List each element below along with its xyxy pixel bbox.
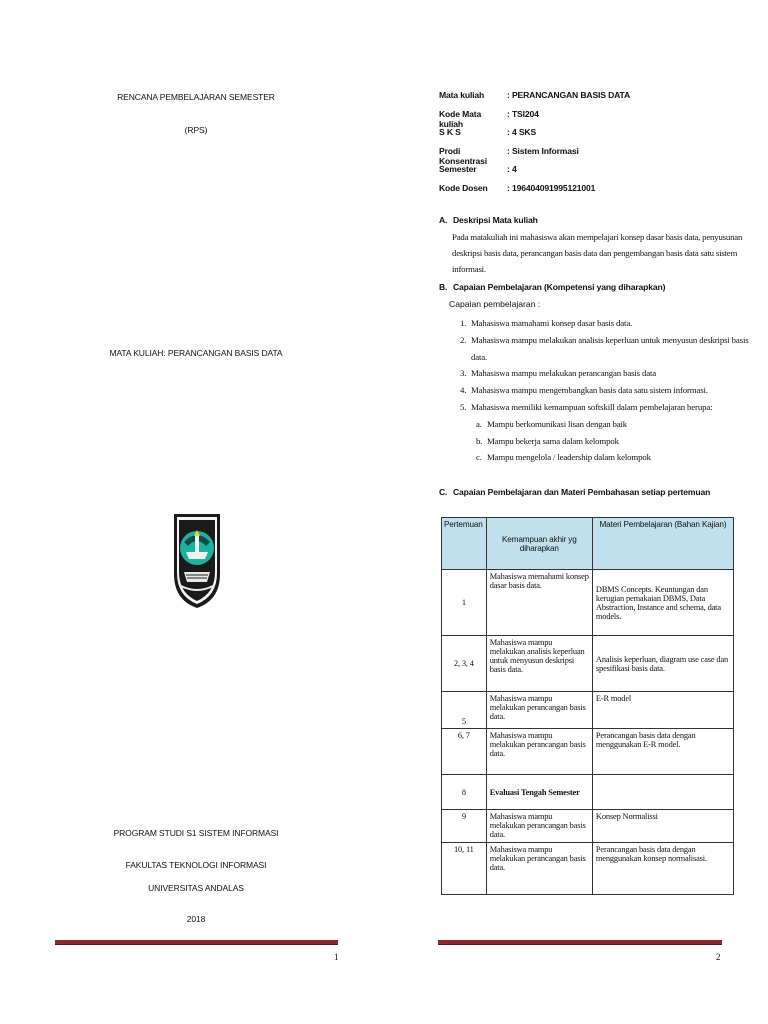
section-title: Capaian Pembelajaran (Kompetensi yang diharapkan) xyxy=(453,282,666,292)
column-header: Materi Pembelajaran (Bahan Kajian) xyxy=(592,518,733,570)
meeting-cell: 10, 11 xyxy=(442,843,487,895)
meta-key: Mata kuliah xyxy=(439,90,485,100)
list-item xyxy=(460,332,750,366)
section-letter: A. xyxy=(439,215,448,225)
list-item xyxy=(460,382,750,399)
course-metadata xyxy=(439,90,630,201)
list-item xyxy=(460,365,750,382)
footer-divider xyxy=(438,940,722,945)
course-title: MATA KULIAH: PERANCANGAN BASIS DATA xyxy=(109,348,283,358)
meeting-cell: 2, 3, 4 xyxy=(442,636,487,692)
material-cell: Analisis keperluan, diagram use case dan spesifikasi basis data. xyxy=(592,636,733,692)
meta-row xyxy=(439,146,630,165)
document-subtitle: (RPS) xyxy=(184,125,208,135)
list-text: Mahasiswa memiliki kemampuan softskill dalam pembelajaran berupa: xyxy=(471,401,713,412)
section-c-heading xyxy=(439,487,710,497)
section-title: Deskripsi Mata kuliah xyxy=(453,215,538,225)
meta-row xyxy=(439,183,630,202)
page-number: 2 xyxy=(716,952,721,962)
meeting-cell: 9 xyxy=(442,810,487,843)
sub-list-item xyxy=(460,449,750,466)
meta-key: S K S xyxy=(439,127,461,137)
learning-outcomes-list xyxy=(460,315,750,466)
meeting-cell: 1 xyxy=(442,570,487,636)
table-row xyxy=(442,775,734,810)
list-text: Mahasiswa mamahami konsep dasar basis data. xyxy=(471,318,633,328)
section-letter: B. xyxy=(439,282,448,292)
material-cell: DBMS Concepts. Keuntungan dan kerugian pemakaian DBMS, Data Abstraction, Instance and schema, data models. xyxy=(592,570,733,636)
list-text: Mahasiswa mampu melakukan analisis keperluan untuk menyusun deskripsi basis data. xyxy=(471,334,749,362)
faculty-name: FAKULTAS TEKNOLOGI INFORMASI xyxy=(125,860,267,870)
meta-value: : PERANCANGAN BASIS DATA xyxy=(507,90,631,100)
footer-divider xyxy=(55,940,338,945)
table-row xyxy=(442,843,734,895)
meeting-cell: 8 xyxy=(442,775,487,810)
ability-cell: Mahasiswa mampu melakukan perancangan basis data. xyxy=(486,843,592,895)
ability-cell: Evaluasi Tengah Semester xyxy=(486,775,592,810)
list-letter: a. xyxy=(476,418,482,429)
meeting-cell: 6, 7 xyxy=(442,729,487,775)
meta-row xyxy=(439,90,630,109)
list-number: 5. xyxy=(460,401,467,412)
list-letter: b. xyxy=(476,435,483,446)
meta-key: Kode Dosen xyxy=(439,182,488,193)
ability-cell: Mahasiswa mampu melakukan analisis keperluan untuk menyusun deskripsi basis data. xyxy=(486,636,592,692)
page-number: 1 xyxy=(334,952,339,962)
outcomes-caption: Capaian pembelajaran : xyxy=(449,299,541,309)
meta-value: : 196404091995121001 xyxy=(507,182,596,193)
meeting-table xyxy=(441,517,734,895)
column-header: Pertemuan xyxy=(442,518,487,570)
list-text: Mahasiswa mampu mengembangkan basis data satu sistem informasi. xyxy=(471,385,708,396)
meta-value: : 4 xyxy=(507,164,517,174)
list-text: Mahasiswa mampu melakukan perancangan basis data xyxy=(471,368,657,379)
meta-row xyxy=(439,109,630,128)
material-cell: Konsep Normalissi xyxy=(592,810,733,843)
material-cell xyxy=(592,775,733,810)
meta-key: Kode Mata kuliah xyxy=(439,108,482,129)
university-name: UNIVERSITAS ANDALAS xyxy=(148,883,244,893)
course-description: Pada matakuliah ini mahasiswa akan mempelajari konsep dasar basis data, penyusunan deskripsi basis data, perancangan basis data dan pengembangan basis data satu sistem informasi. xyxy=(452,232,743,274)
meta-key: Semester xyxy=(439,164,477,174)
document-year: 2018 xyxy=(186,914,206,924)
ability-cell: Mahasiswa memahami konsep dasar basis data. xyxy=(486,570,592,636)
meeting-cell: 5 xyxy=(442,692,487,729)
list-letter: c. xyxy=(476,452,482,463)
meta-value: : TSI204 xyxy=(507,108,539,119)
university-emblem-icon xyxy=(172,512,222,610)
table-row xyxy=(442,570,734,636)
list-text: Mampu bekerja sama dalam kelompok xyxy=(487,435,619,446)
ability-cell: Mahasiswa mampu melakukan perancangan basis data. xyxy=(486,692,592,729)
meta-row xyxy=(439,164,630,183)
list-number: 1. xyxy=(460,318,467,328)
list-number: 3. xyxy=(460,368,467,379)
section-a-heading xyxy=(439,215,538,225)
material-cell: Perancangan basis data dengan menggunakan konsep normalisasi. xyxy=(592,843,733,895)
list-number: 4. xyxy=(460,385,467,396)
material-cell: E-R model xyxy=(592,692,733,729)
table-header-row xyxy=(442,518,734,570)
list-item xyxy=(460,315,750,332)
section-b-heading xyxy=(439,282,665,292)
meta-value: : Sistem Informasi xyxy=(507,145,579,156)
sub-list-item xyxy=(460,416,750,433)
section-letter: C. xyxy=(439,487,448,497)
table-row xyxy=(442,636,734,692)
meta-key: Prodi Konsentrasi xyxy=(439,145,488,166)
sub-list-item xyxy=(460,433,750,450)
column-header: Kemampuan akhir yg diharapkan xyxy=(486,518,592,570)
list-number: 2. xyxy=(460,334,467,345)
program-name: PROGRAM STUDI S1 SISTEM INFORMASI xyxy=(113,828,279,838)
table-row xyxy=(442,692,734,729)
table-row xyxy=(442,729,734,775)
ability-cell: Mahasiswa mampu melakukan perancangan basis data. xyxy=(486,729,592,775)
ability-cell: Mahasiswa mampu melakukan perancangan basis data. xyxy=(486,810,592,843)
meta-row xyxy=(439,127,630,146)
material-cell: Perancangan basis data dengan menggunakan E-R model. xyxy=(592,729,733,775)
document-title: RENCANA PEMBELAJARAN SEMESTER xyxy=(117,92,275,102)
list-item xyxy=(460,399,750,416)
list-text: Mampu berkomunikasi lisan dengan baik xyxy=(487,418,628,429)
list-text: Mampu mengelola / leadership dalam kelompok xyxy=(487,452,651,463)
meta-value: : 4 SKS xyxy=(507,127,537,137)
table-row xyxy=(442,810,734,843)
section-title: Capaian Pembelajaran dan Materi Pembahasan setiap pertemuan xyxy=(453,487,711,497)
